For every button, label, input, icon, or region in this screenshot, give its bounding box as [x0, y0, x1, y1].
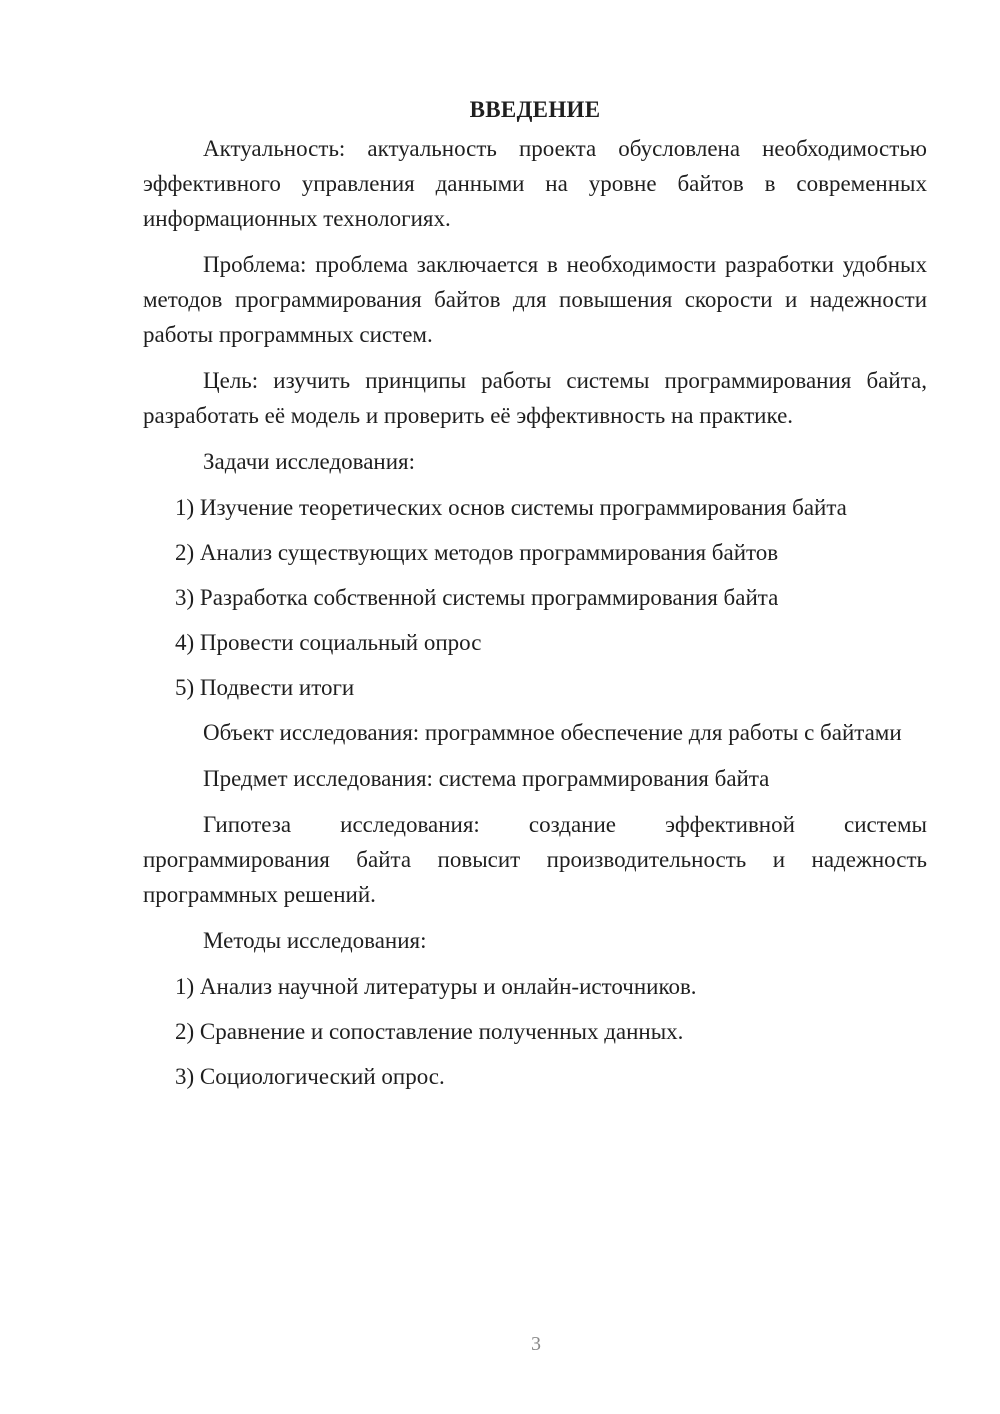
page-number: 3 — [531, 1333, 541, 1355]
tasks-list — [143, 490, 927, 705]
hypothesis-paragraph: Гипотеза исследования: создание эффективной системы программирования байта повысит производительность и надежность программных решений. — [143, 812, 927, 907]
section-heading: ВВЕДЕНИЕ — [469, 97, 601, 122]
list-item: 2) Анализ существующих методов программирования байтов — [175, 540, 779, 565]
list-item: 1) Анализ научной литературы и онлайн-источников. — [175, 974, 697, 999]
list-item: 3) Социологический опрос. — [175, 1064, 445, 1089]
object-paragraph: Объект исследования: программное обеспечение для работы с байтами — [203, 720, 902, 745]
goal-paragraph: Цель: изучить принципы работы системы программирования байта, разработать её модель и проверить её эффективность на практике. — [143, 368, 927, 428]
problem-paragraph: Проблема: проблема заключается в необходимости разработки удобных методов программирования байтов для повышения скорости и надежности работы программных систем. — [143, 252, 927, 347]
subject-paragraph: Предмет исследования: система программирования байта — [203, 766, 770, 791]
page-content — [143, 93, 927, 1104]
methods-list — [143, 969, 927, 1094]
list-item: 1) Изучение теоретических основ системы программирования байта — [175, 495, 847, 520]
relevance-paragraph: Актуальность: актуальность проекта обусловлена необходимостью эффективного управления данными на уровне байтов в современных информационных технологиях. — [143, 136, 927, 231]
list-item: 2) Сравнение и сопоставление полученных данных. — [175, 1019, 684, 1044]
list-item: 3) Разработка собственной системы программирования байта — [175, 585, 779, 610]
tasks-title: Задачи исследования: — [203, 449, 416, 474]
methods-title: Методы исследования: — [203, 928, 427, 953]
list-item: 4) Провести социальный опрос — [175, 630, 482, 655]
list-item: 5) Подвести итоги — [175, 675, 355, 700]
